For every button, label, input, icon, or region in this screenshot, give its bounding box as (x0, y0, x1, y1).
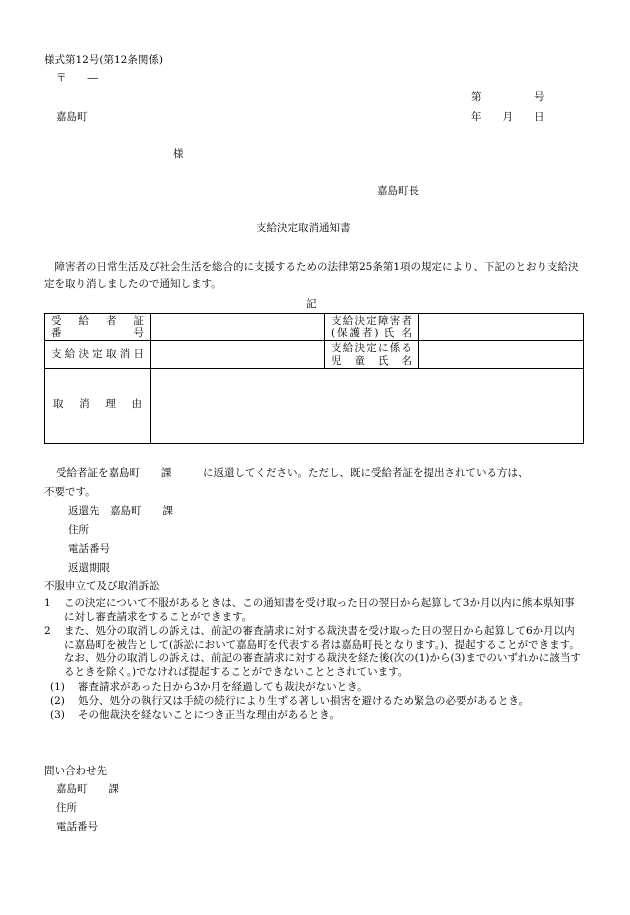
appeal-heading: 不服申立て及び取消訴訟 (44, 580, 160, 592)
cancel-date-value (151, 341, 325, 369)
list-item: 2 また、処分の取消しの訴えは、前記の審査請求に対する裁決書を受け取った日の翌日から起算して6か月以内に嘉島町を被告として(訴訟において嘉島町を代表する者は嘉島町長となります。)、提起することができます。なお、処分の取消しの訴えは、前記の審査請求に対する裁決を経た後(次の(1)から(3)までのいずれかに該当するときを除く。)でなければ提起することができないこととされています。 (44, 624, 581, 679)
cancel-reason-value (151, 369, 584, 444)
contact-address: 住所 (56, 802, 77, 814)
table-row (45, 341, 584, 369)
contact-heading: 問い合わせ先 (44, 765, 107, 777)
recipient-number-value (151, 314, 325, 341)
return-destination: 返還先 嘉島町 課 (68, 505, 173, 517)
return-deadline: 返還期限 (68, 562, 110, 574)
return-instruction-line2: 不要です。 (44, 486, 96, 498)
return-phone: 電話番号 (68, 543, 110, 555)
form-number: 様式第12号(第12条関係) (44, 54, 163, 66)
ki-label: 記 (306, 298, 317, 310)
list-item: (2) 処分、処分の執行又は手続の続行により生ずる著しい損害を避けるため緊急の必要があるとき。 (50, 695, 530, 708)
document-title: 支給決定取消通知書 (256, 222, 351, 234)
issue-date: 年 月 日 (471, 111, 545, 123)
recipient-address: 嘉島町 (56, 111, 88, 123)
table-row (45, 314, 584, 341)
contact-phone: 電話番号 (56, 821, 98, 833)
body-text: 障害者の日常生活及び社会生活を総合的に支援するための法律第25条第1項の規定により、下記のとおり支給決定を取り消しましたので通知します。 (44, 261, 579, 291)
list-item: (3) その他裁決を経ないことにつき正当な理由があるとき。 (50, 708, 340, 721)
appeal-list (44, 597, 584, 723)
return-instruction-line1: 受給者証を嘉島町 課 に返還してください。ただし、既に受給者証を提出されている方は、 (56, 467, 529, 479)
postal-code: 〒 ― (56, 72, 98, 84)
notice-table (44, 313, 584, 444)
person-name-value (419, 314, 584, 341)
document-number: 第 号 (471, 91, 545, 103)
table-row (45, 369, 584, 444)
cancel-reason-label: 取 消 理 由 (45, 369, 151, 444)
list-item: 1 この決定について不服があるときは、この通知書を受け取った日の翌日から起算して3か月以内に熊本県知事に対し審査請求をすることができます。 (44, 597, 575, 623)
issuer-name: 嘉島町長 (377, 185, 419, 197)
return-address: 住所 (68, 524, 89, 536)
addressee-suffix: 様 (173, 148, 184, 160)
list-item: (1) 審査請求があった日から3か月を経過しても裁決がないとき。 (50, 681, 368, 694)
cancel-date-label: 支給決定取消日 (45, 341, 151, 369)
person-name-label: 支給決定障害者 (保護者) 氏 名 (325, 314, 419, 341)
recipient-number-label: 受 給 者 証 番 号 (45, 314, 151, 341)
contact-department: 嘉島町 課 (56, 783, 119, 795)
child-name-value (419, 341, 584, 369)
child-name-label: 支給決定に係る 児 童 氏 名 (325, 341, 419, 369)
